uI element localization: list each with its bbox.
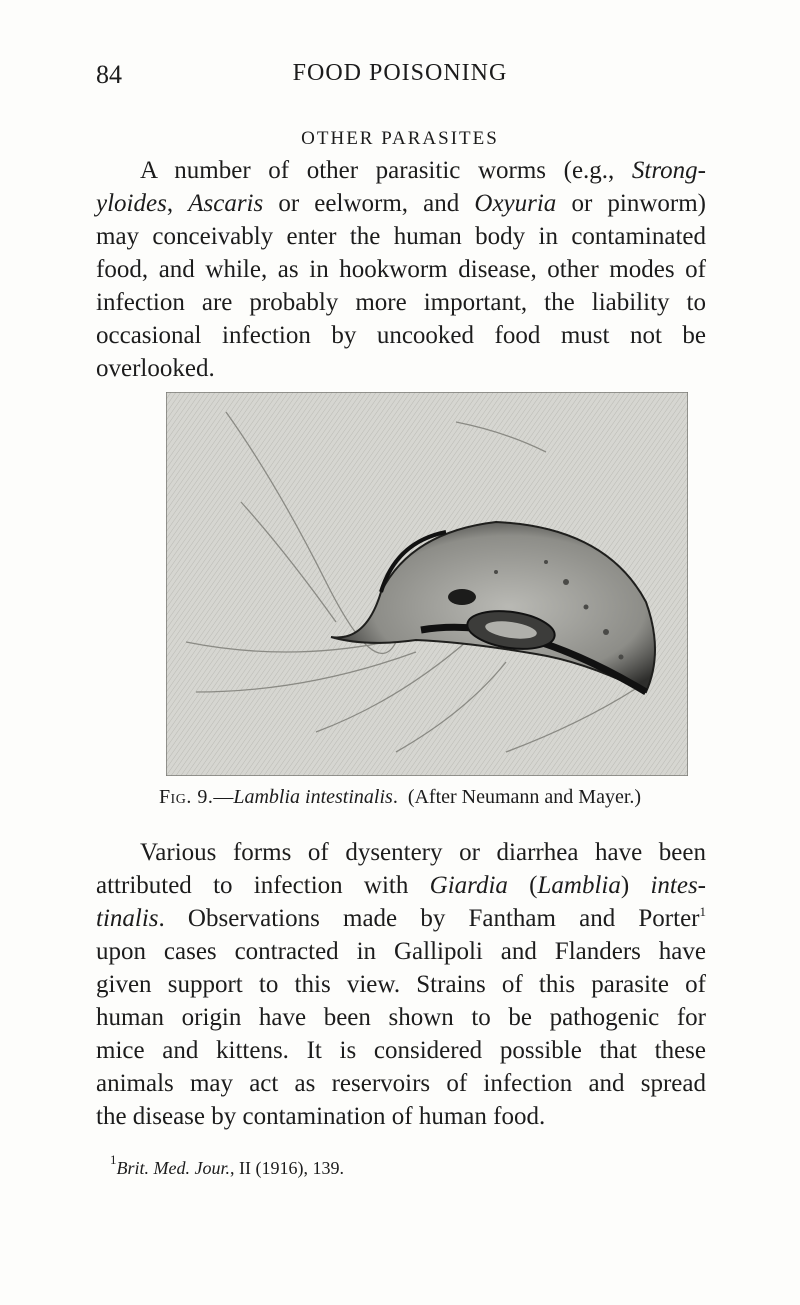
figure-source: (After Neumann and Mayer.) [407, 786, 642, 808]
figure-caption: Fig. 9.—Lamblia intestinalis. (After Neumann and Mayer.) [158, 786, 642, 808]
text-line: animals may act as reservoirs of infection and spread [96, 1070, 706, 1097]
text-line: Various forms of dysentery or diarrhea have been [140, 839, 706, 866]
nucleus-left [448, 589, 476, 605]
text-line: mice and kittens. It is considered possible that these [96, 1037, 706, 1064]
text-line: human origin have been shown to be pathogenic for [96, 1004, 706, 1031]
text-line: A number of other parasitic worms (e.g., Strong- [140, 157, 706, 184]
text-line: given support to this view. Strains of this parasite of [96, 971, 706, 998]
running-head: FOOD POISONING [292, 60, 508, 86]
section-title: OTHER PARASITES [301, 128, 499, 149]
figure-label: Fig. 9. [158, 786, 214, 808]
footnote-marker: 1 [110, 1152, 117, 1167]
paragraph-giardia [96, 836, 706, 1133]
text-line: tinalis. Observations made by Fantham and Porter$^1$ [96, 904, 706, 932]
text-line: upon cases contracted in Gallipoli and Flanders have [96, 938, 706, 965]
text-line: occasional infection by uncooked food must not be [96, 322, 706, 349]
text-line: infection are probably more important, the liability to [96, 289, 706, 316]
footnote-journal: Brit. Med. Jour. [116, 1158, 230, 1178]
text-line: may conceivably enter the human body in contaminated [96, 223, 706, 250]
text-line: overlooked. [96, 355, 215, 382]
figure-lamblia-illustration [166, 392, 688, 776]
text-line: food, and while, as in hookworm disease, other modes of [96, 256, 706, 283]
footnote [110, 1152, 344, 1179]
page-header [96, 60, 704, 96]
paragraph-other-parasites [96, 154, 706, 385]
footnote-citation: , II (1916), 139. [229, 1158, 344, 1178]
text-line: the disease by contamination of human food. [96, 1103, 546, 1130]
text-line: yloides, Ascaris or eelworm, and Oxyuria or pinworm) [96, 190, 707, 217]
figure-species: Lamblia intestinalis [233, 786, 393, 808]
text-line: attributed to infection with Giardia (Lamblia) intes- [96, 872, 707, 899]
page-number: 84 [96, 60, 122, 89]
lamblia-drawing [166, 392, 688, 776]
footnote-reference[interactable]: 1 [699, 904, 706, 919]
